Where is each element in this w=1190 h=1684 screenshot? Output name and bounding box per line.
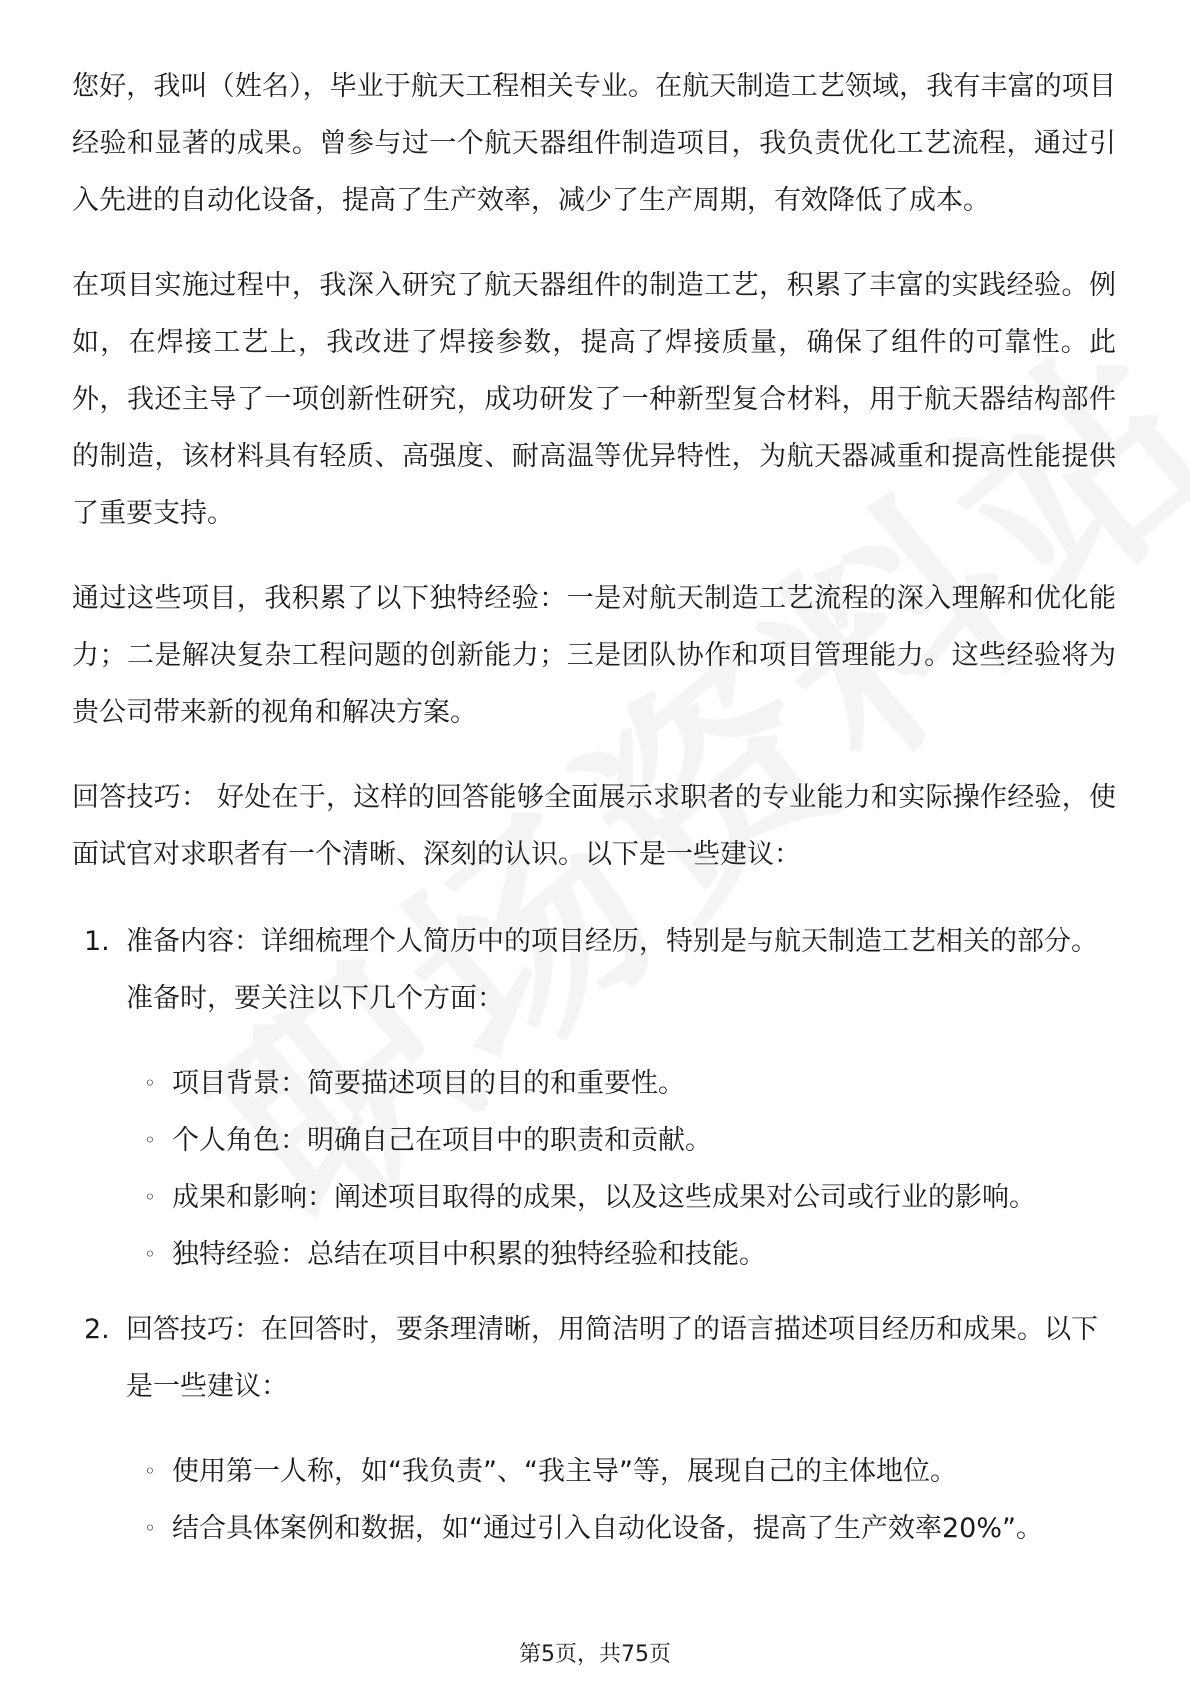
ordered-list bbox=[72, 913, 1116, 1557]
sub-list-item bbox=[126, 1055, 1116, 1112]
sub-list-item-text: 使用第一人称，如“我负责”、“我主导”等，展现自己的主体地位。 bbox=[172, 1456, 957, 1487]
list-item-1 bbox=[72, 913, 1116, 1283]
bullet-circle-icon: ◦ bbox=[144, 1185, 156, 1209]
sub-list-item bbox=[126, 1226, 1116, 1283]
bullet-circle-icon: ◦ bbox=[144, 1459, 156, 1483]
sub-list-item-text: 成果和影响：阐述项目取得的成果，以及这些成果对公司或行业的影响。 bbox=[172, 1182, 1036, 1213]
list-number: 2. bbox=[84, 1314, 110, 1345]
list-item-text: 准备内容：详细梳理个人简历中的项目经历，特别是与航天制造工艺相关的部分。准备时，要关注以下几个方面： bbox=[126, 926, 1098, 1014]
sub-list bbox=[126, 1443, 1116, 1557]
document-body bbox=[72, 58, 1116, 1557]
sub-list-item bbox=[126, 1443, 1116, 1500]
bullet-circle-icon: ◦ bbox=[144, 1242, 156, 1266]
sub-list-item-text: 项目背景：简要描述项目的目的和重要性。 bbox=[172, 1068, 685, 1099]
list-number: 1. bbox=[84, 926, 110, 957]
sub-list-item bbox=[126, 1169, 1116, 1226]
paragraph-answer-tips: 回答技巧： 好处在于，这样的回答能够全面展示求职者的专业能力和实际操作经验，使面试官对求职者有一个清晰、深刻的认识。以下是一些建议： bbox=[72, 782, 1116, 870]
bullet-circle-icon: ◦ bbox=[144, 1071, 156, 1095]
sub-list-item-text: 个人角色：明确自己在项目中的职责和贡献。 bbox=[172, 1125, 712, 1156]
page-number: 第5页，共75页 bbox=[519, 1642, 671, 1667]
paragraph-intro: 您好，我叫（姓名），毕业于航天工程相关专业。在航天制造工艺领域，我有丰富的项目经验和显著的成果。曾参与过一个航天器组件制造项目，我负责优化工艺流程，通过引入先进的自动化设备，提高了生产效率，减少了生产周期，有效降低了成本。 bbox=[72, 71, 1116, 216]
sub-list-item-text: 结合具体案例和数据，如“通过引入自动化设备，提高了生产效率20%”。 bbox=[172, 1513, 1043, 1544]
list-item-2 bbox=[72, 1301, 1116, 1557]
sub-list-item-text: 独特经验：总结在项目中积累的独特经验和技能。 bbox=[172, 1239, 766, 1270]
sub-list bbox=[126, 1055, 1116, 1283]
paragraph-project-process: 在项目实施过程中，我深入研究了航天器组件的制造工艺，积累了丰富的实践经验。例如，在焊接工艺上，我改进了焊接参数，提高了焊接质量，确保了组件的可靠性。此外，我还主导了一项创新性研究，成功研发了一种新型复合材料，用于航天器结构部件的制造，该材料具有轻质、高强度、耐高温等优异特性，为航天器减重和提高性能提供了重要支持。 bbox=[72, 270, 1116, 529]
bullet-circle-icon: ◦ bbox=[144, 1516, 156, 1540]
list-item-text: 回答技巧：在回答时，要条理清晰，用简洁明了的语言描述项目经历和成果。以下是一些建议： bbox=[126, 1314, 1098, 1402]
sub-list-item bbox=[126, 1112, 1116, 1169]
paragraph-experience: 通过这些项目，我积累了以下独特经验：一是对航天制造工艺流程的深入理解和优化能力；二是解决复杂工程问题的创新能力；三是团队协作和项目管理能力。这些经验将为贵公司带来新的视角和解决方案。 bbox=[72, 583, 1116, 728]
bullet-circle-icon: ◦ bbox=[144, 1128, 156, 1152]
sub-list-item bbox=[126, 1500, 1116, 1557]
